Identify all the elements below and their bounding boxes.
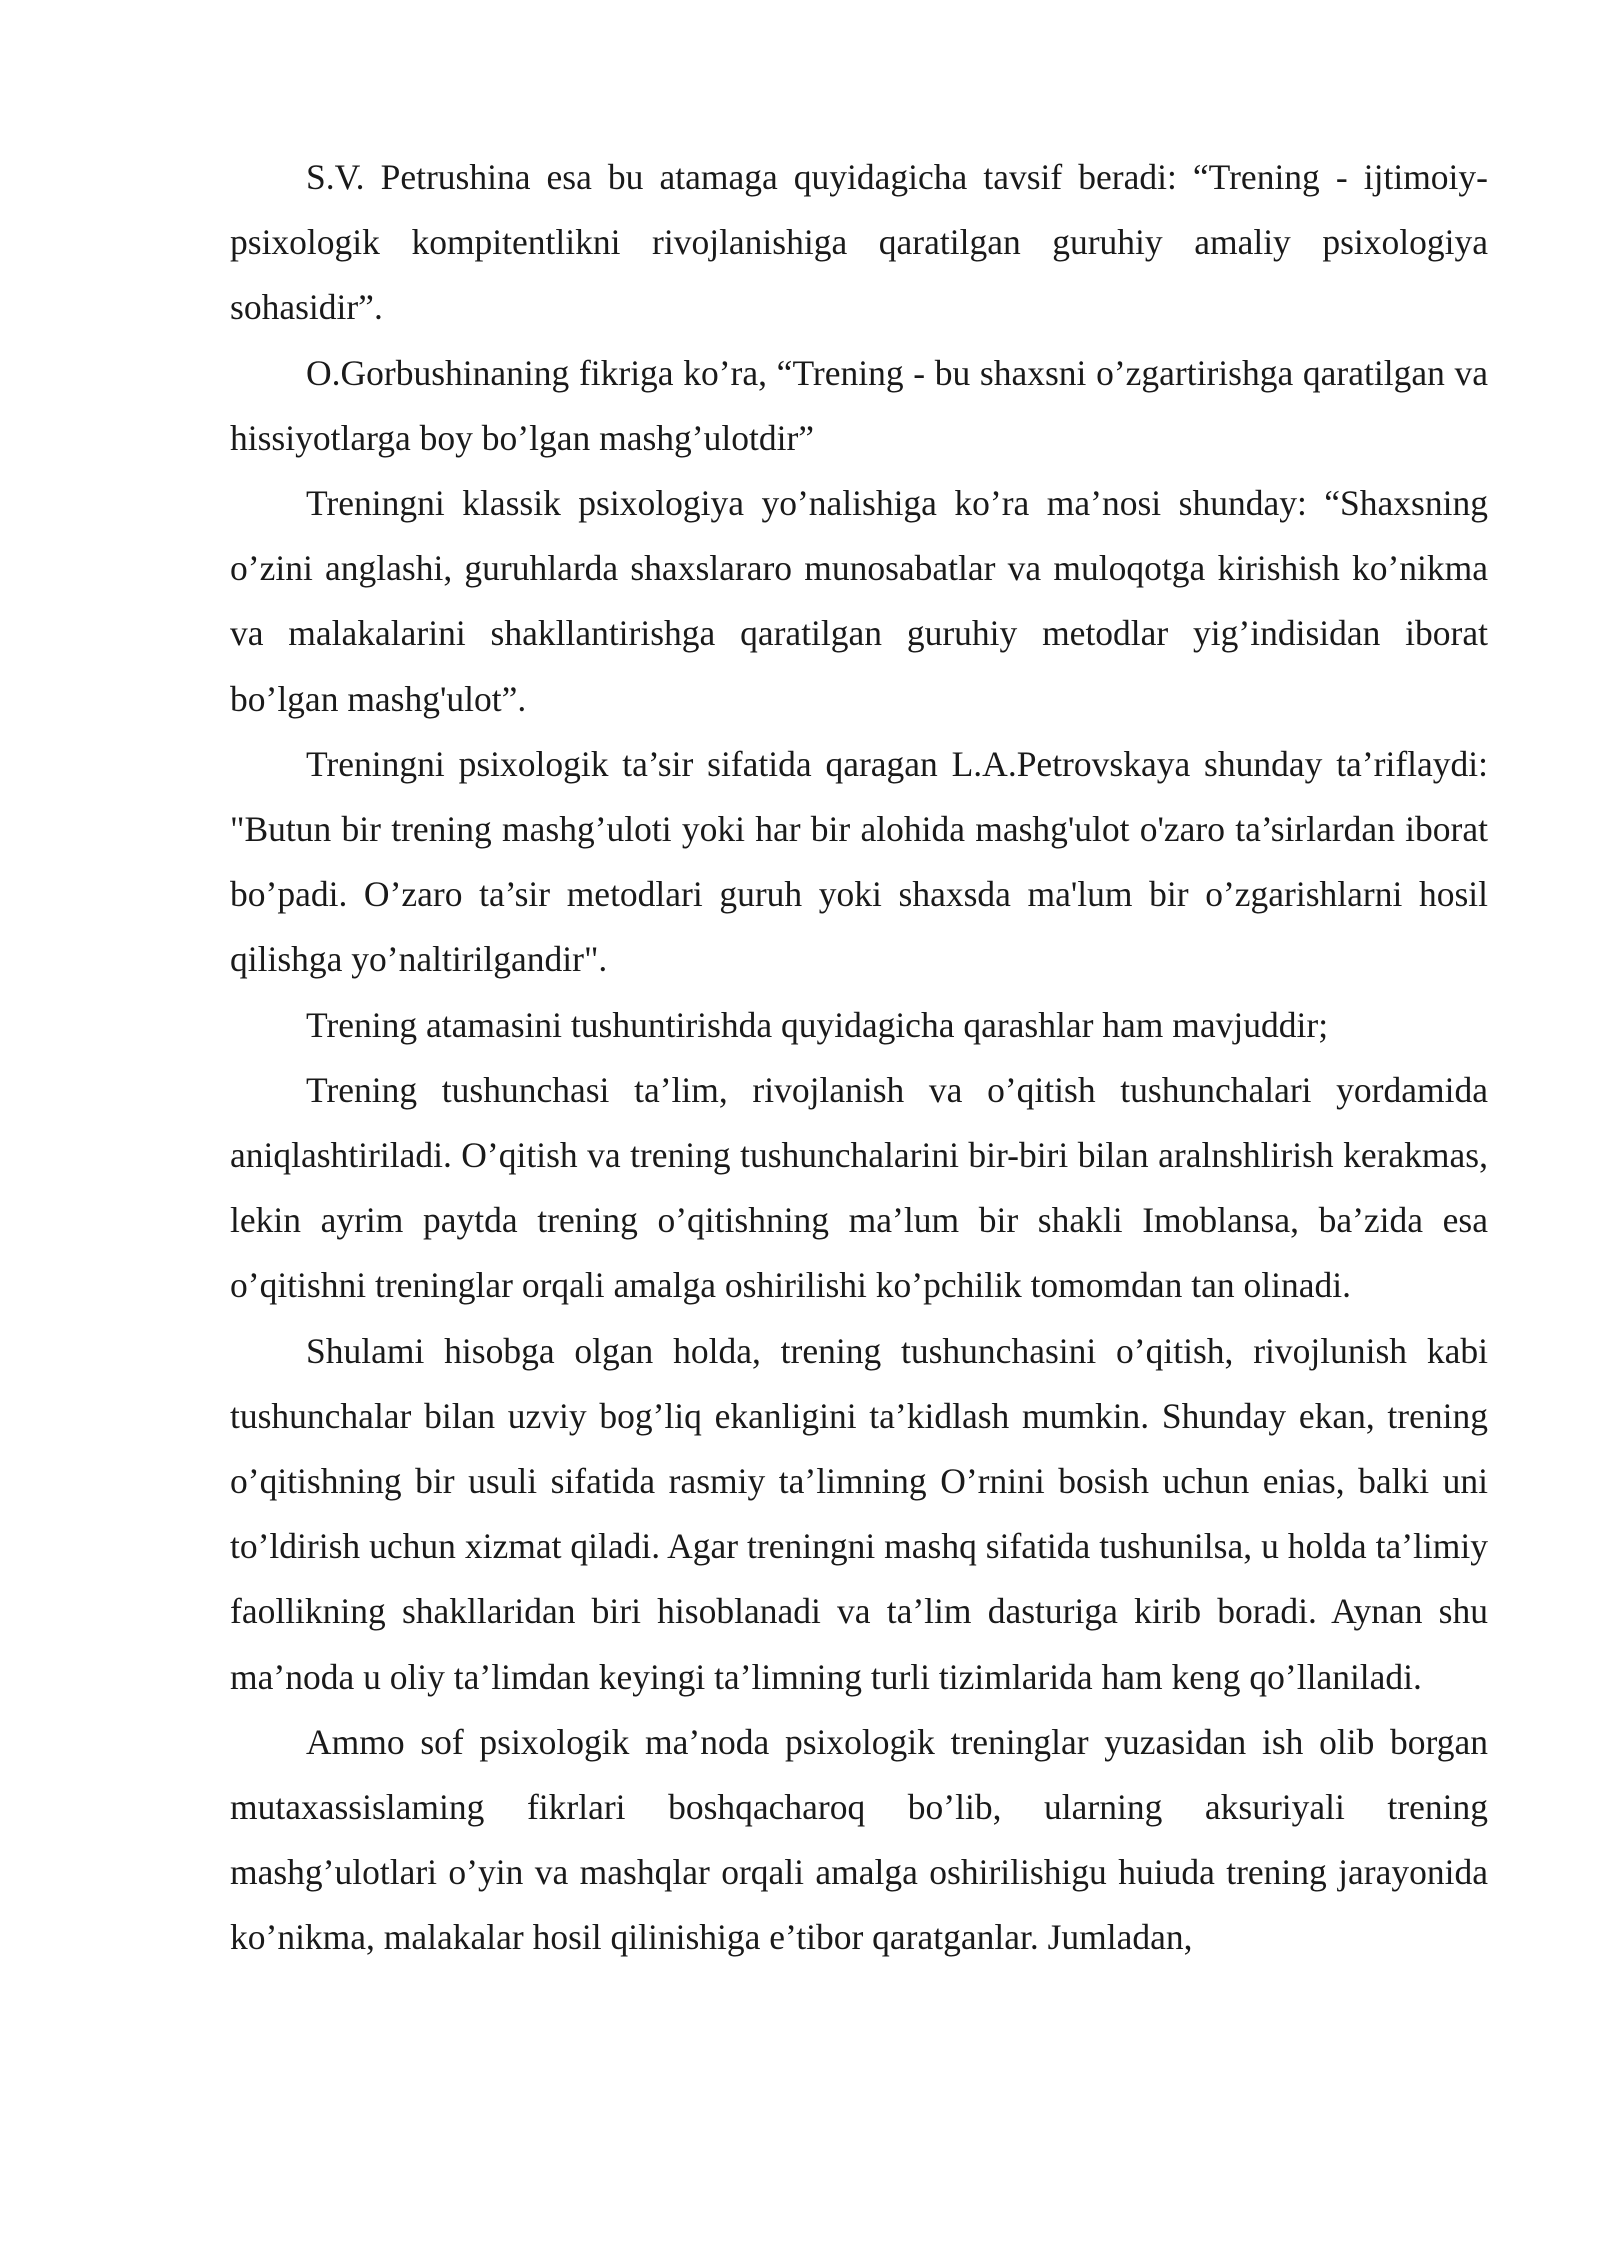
paragraph-psychological-meaning: Ammo sof psixologik ma’noda psixologik treninglar yuzasidan ish olib borgan mutaxassislaming fikrlari boshqacharoq bo’lib, ularning aksuriyali trening mashg’ulotlari o’yin va mashqlar orqali amalga oshirilishigu huiuda trening jarayonida ko’nikma, malakalar hosil qilinishiga e’tibor qaratganlar. Jumladan,	[230, 1721, 1488, 1958]
paragraph-gorbushina-definition: O.Gorbushinaning fikriga ko’ra, “Trening - bu shaxsni o’zgartirishga qaratilgan va hissiyotlarga boy bo’lgan mashg’ulotdir”	[230, 352, 1488, 458]
paragraph-petrushina-definition: S.V. Petrushina esa bu atamaga quyidagicha tavsif beradi: “Trening - ijtimoiy- psixologik kompitentlikni rivojlanishiga qaratilgan guruhiy amaliy psixologiya sohasidir”.	[230, 157, 1488, 328]
paragraph-training-concept: Trening tushunchasi ta’lim, rivojlanish va o’qitish tushunchalari yordamida aniqlashtiriladi. O’qitish va trening tushunchalarini bir-biri bilan aralnshlirish kerakmas, lekin ayrim paytda trening o’qitishning ma’lum bir shakli Imoblansa, ba’zida esa o’qitishni treninglar orqali amalga oshirilishi ko’pchilik tomomdan tan olinadi.	[230, 1069, 1488, 1306]
document-page	[230, 145, 1488, 1971]
paragraph-training-and-teaching: Shulami hisobga olgan holda, trening tushunchasini o’qitish, rivojlunish kabi tushunchalar bilan uzviy bog’liq ekanligini ta’kidlash mumkin. Shunday ekan, trening o’qitishning bir usuli sifatida rasmiy ta’limning O’rnini bosish uchun enias, balki uni to’ldirish uchun xizmat qiladi. Agar treningni mashq sifatida tushunilsa, u holda ta’limiy faollikning shakllaridan biri hisoblanadi va ta’lim dasturiga kirib boradi. Aynan shu ma’noda u oliy ta’limdan keyingi ta’limning turli tizimlarida ham keng qo’llaniladi.	[230, 1330, 1488, 1697]
paragraph-views-intro: Trening atamasini tushuntirishda quyidagicha qarashlar ham mavjuddir;	[306, 1004, 1329, 1045]
paragraph-petrovskaya-definition: Treningni psixologik ta’sir sifatida qaragan L.A.Petrovskaya shunday ta’riflaydi: "Butun bir trening mashg’uloti yoki har bir alohida mashg'ulot o'zaro ta’sirlardan iborat bo’padi. O’zaro ta’sir metodlari guruh yoki shaxsda ma'lum bir o’zgarishlarni hosil qilishga yo’naltirilgandir".	[230, 743, 1488, 980]
paragraph-classic-psychology-definition: Treningni klassik psixologiya yo’nalishiga ko’ra ma’nosi shunday: “Shaxsning o’zini anglashi, guruhlarda shaxslararo munosabatlar va muloqotga kirishish ko’nikma va malakalarini shakllantirishga qaratilgan guruhiy metodlar yig’indisidan iborat bo’lgan mashg'ulot”.	[230, 483, 1488, 719]
